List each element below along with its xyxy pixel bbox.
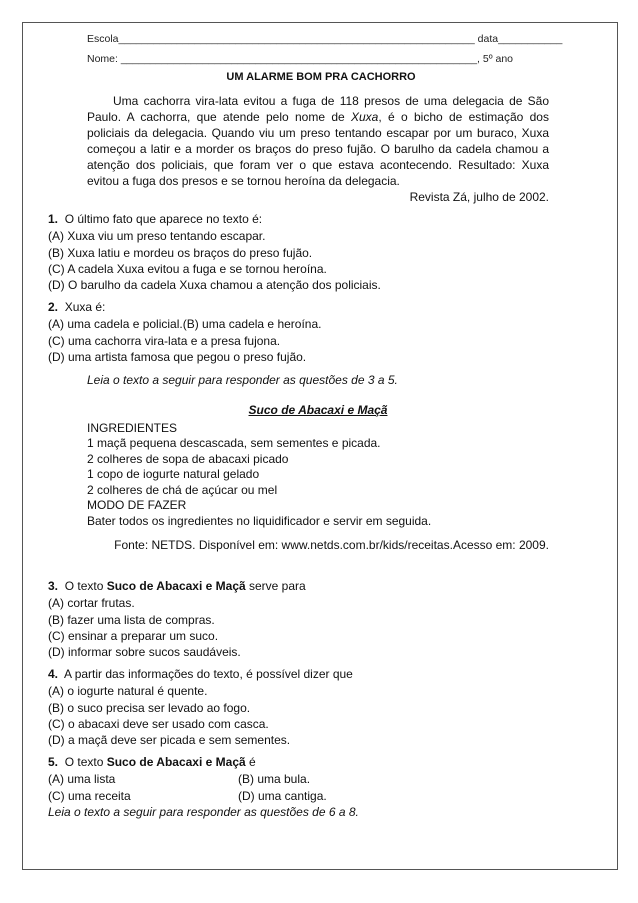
method-text: Bater todos os ingredientes no liquidificador e servir em seguida. [87,513,432,528]
question-5-option-c: (C) uma receita [48,788,131,803]
ingredient-item: 1 maçã pequena descascada, sem sementes e picada. [87,436,381,450]
question-3-text-start: O texto [64,579,107,593]
school-date-line: Escola_____________________________________________________________ data___________ [87,33,563,45]
question-5-option-a: (A) uma lista [48,772,116,787]
question-5-text-start: O texto [64,755,107,769]
recipe-source: Fonte: NETDS. Disponível em: www.netds.com.br/kids/receitas.Acesso em: 2009. [114,538,549,552]
question-3-option-d: (D) informar sobre sucos saudáveis. [48,645,241,660]
reading-text [87,93,549,205]
recipe-text [87,403,549,529]
method-heading: MODO DE FAZER [87,498,187,512]
question-4-option-b: (B) o suco precisa ser levado ao fogo. [48,700,251,715]
question-3-option-c: (C) ensinar a preparar um suco. [48,628,219,643]
question-5 [48,754,568,804]
ingredient-item: 2 colheres de sopa de abacaxi picado [87,451,289,466]
question-5-option-d: (D) uma cantiga. [238,788,327,803]
question-4-option-a: (A) o iogurte natural é quente. [48,684,208,699]
reading-source: Revista Zá, julho de 2002. [409,190,549,204]
question-3-text-end: serve para [245,579,306,593]
question-2-option-c: (C) uma cachorra vira-lata e a presa fujona. [48,333,281,348]
question-3-number: 3. [48,579,59,593]
question-1-stem [48,211,568,227]
question-2-text: Xuxa é: [64,300,106,314]
question-2 [48,299,568,365]
reading-title: UM ALARME BOM PRA CACHORRO [226,71,416,83]
question-5-option-b: (B) uma bula. [238,772,311,787]
instruction-questions-6-8: Leia o texto a seguir para responder as questões de 6 a 8. [48,805,359,819]
ingredient-item: 1 copo de iogurte natural gelado [87,467,260,481]
question-3-option-b: (B) fazer uma lista de compras. [48,612,215,627]
question-4-stem [48,666,568,682]
student-name-line: Nome: _____________________________________________________________, 5º ano [87,53,514,65]
question-4 [48,666,568,748]
question-2-number: 2. [48,300,59,314]
question-1-option-c: (C) A cadela Xuxa evitou a fuga e se tornou heroína. [48,261,327,276]
question-5-stem [48,754,568,770]
question-1-option-b: (B) Xuxa latiu e mordeu os braços do preso fujão. [48,245,313,260]
question-3 [48,578,568,660]
question-3-recipe-name: Suco de Abacaxi e Maçã [106,579,246,593]
recipe-title: Suco de Abacaxi e Maçã [248,403,388,417]
question-3-option-a: (A) cortar frutas. [48,596,135,611]
question-1-option-d: (D) O barulho da cadela Xuxa chamou a atenção dos policiais. [48,278,381,293]
worksheet-page [22,22,618,870]
reading-paragraph-end: , é o bicho de estimação dos policiais da delegacia. Quando viu um preso tentando escapar por um buraco, Xuxa começou a latir e a morder os braços do preso fujão. O barulho da cadela chamou a atenção dos policiais, que foram ver o que estava acontecendo. Resultado: Xuxa evitou a fuga dos presos e se tornou heroína da delegacia. [87,110,549,188]
question-2-stem [48,299,568,315]
question-1-option-a: (A) Xuxa viu um preso tentando escapar. [48,229,266,244]
question-2-option-a-b: (A) uma cadela e policial.(B) uma cadela e heroína. [48,317,322,332]
dog-name: Xuxa [351,110,379,124]
question-1 [48,211,568,293]
question-5-options [48,771,568,804]
instruction-questions-3-5: Leia o texto a seguir para responder as questões de 3 a 5. [87,373,398,387]
ingredient-item: 2 colheres de chá de açúcar ou mel [87,482,278,497]
question-5-number: 5. [48,755,59,769]
question-4-option-d: (D) a maçã deve ser picada e sem sementes. [48,733,291,748]
question-4-number: 4. [48,667,59,681]
question-4-text: A partir das informações do texto, é possível dizer que [64,667,353,681]
reading-paragraph-start: Uma cachorra vira-lata evitou a fuga de 118 presos de uma delegacia de São Paulo. A cachorra, que atende pelo nome de [87,94,549,124]
question-5-text-end: é [245,755,256,769]
question-5-recipe-name: Suco de Abacaxi e Maçã [106,755,246,769]
question-1-number: 1. [48,212,59,226]
question-2-option-d: (D) uma artista famosa que pegou o preso fujão. [48,349,307,364]
question-3-stem [48,578,568,594]
ingredients-heading: INGREDIENTES [87,420,178,435]
question-1-text: O último fato que aparece no texto é: [64,212,263,226]
reading-paragraph [87,93,549,189]
question-4-option-c: (C) o abacaxi deve ser usado com casca. [48,716,269,731]
